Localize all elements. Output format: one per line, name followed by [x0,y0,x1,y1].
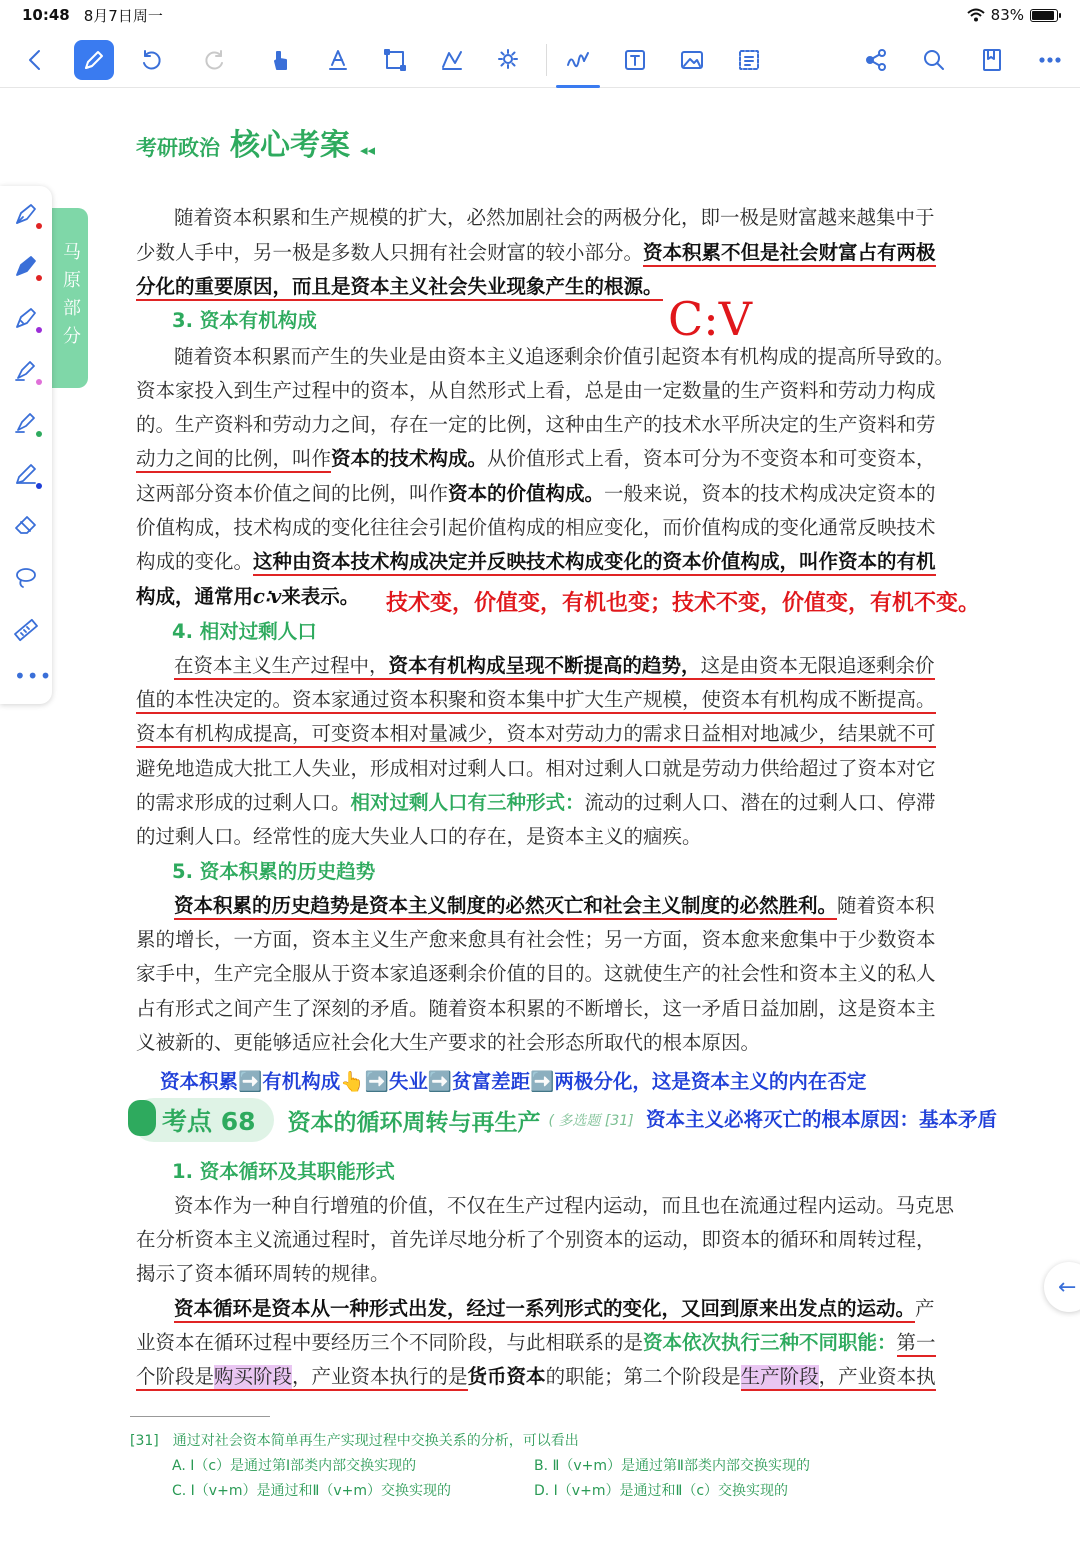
section-title-5: 5. 资本积累的历史趋势 [172,860,376,883]
settings-gear-icon[interactable] [489,40,529,80]
pencil-icon[interactable] [8,456,44,492]
battery-percent: 83% [990,6,1024,24]
status-bar [0,0,1080,30]
text-line: 家手中，生产完全服从于资本家追逐剩余价值的目的。这就使生产的社会性和资本主义的私人 [136,962,936,985]
text-line: 价值构成，技术构成的变化往往会引起价值构成的相应变化，而价值构成的变化通常反映技术 [136,516,936,539]
header-prefix: 考研政治 [136,136,220,160]
footnote-question: [31] 通过对社会资本简单再生产实现过程中交换关系的分析，可以看出 [130,1433,579,1449]
pen-tool-button[interactable] [74,40,114,80]
red-handwritten-note: 技术变，价值变，有机也变；技术不变，价值变，有机不变。 [386,591,981,616]
text-line [136,649,935,683]
text-line: 避免地造成大批工人失业，形成相对过剩人口。相对过剩人口就是劳动力供给超过了资本对它 [136,757,936,780]
status-right [967,6,1058,24]
text-span: 构成的变化。 [136,550,254,573]
bold-text: 构成，通常用 [136,585,254,608]
bold-text: 资本循环是资本从一种形式出发，经过一系列形式的变化，又回到原来出发点的运动。 [174,1297,915,1323]
bold-text: 资本的价值构成。 [448,482,605,505]
ruler-icon[interactable] [8,612,44,648]
text-span: 第一 [897,1331,936,1357]
text-line [136,889,935,923]
pen-tools-panel [0,186,52,704]
highlighted-text: 购买阶段 [214,1365,292,1391]
text-span: 个阶段是 [136,1365,214,1391]
text-line: 资本作为一种自行增殖的价值，不仅在生产过程内运动，而且也在流通过程内运动。马克思 [174,1194,955,1217]
annotation-toolbar [0,30,1080,88]
text-span: ，产业资本执行的是 [292,1365,468,1391]
toolbar-divider [546,44,547,76]
text-span: 随着资本积 [837,894,935,917]
text-line [136,270,663,304]
text-span: 这两部分资本价值之间的比例，叫作 [136,482,449,505]
text-span: 值的本性决定的。资本家通过资本积聚和资本集中扩大生产规模，使资本有机构成不断提高。 [136,688,936,714]
text-line [136,477,936,511]
text-line: 揭示了资本循环周转的规律。 [136,1262,390,1285]
scribble-write-icon[interactable] [558,40,598,80]
text-line [136,1360,936,1394]
kaodian-heading [132,1098,634,1142]
text-span: 动力之间的比例，叫作 [136,447,331,473]
chapter-side-tab[interactable]: 马原部分 [52,208,88,388]
text-line [136,580,359,614]
mascot-icon [128,1100,156,1136]
battery-icon [1030,9,1058,22]
bold-text: 资本的技术构成。 [331,447,488,470]
shape-icon[interactable] [432,40,472,80]
text-line [136,545,936,579]
green-text: 资本依次执行三种不同职能： [643,1331,897,1354]
text-line [136,442,936,476]
blue-handwritten-note: 资本积累➡️有机构成👆➡️失业➡️贫富差距➡️两极分化，这是资本主义的内在否定 [160,1070,867,1093]
footnote-option-b: B. Ⅱ（v+m）是通过第Ⅱ部类内部交换实现的 [534,1458,810,1474]
ballpoint-pen-icon[interactable] [8,248,44,284]
header-arrow: ◂◂ [360,141,376,159]
text-line: 随着资本积累而产生的失业是由资本主义追逐剩余价值引起资本有机构成的提高所导致的。 [174,345,955,368]
status-time: 10:48 [22,6,70,24]
bold-text: 来表示。 [281,585,360,608]
bookmark-icon[interactable] [972,40,1012,80]
kaodian-number: 考点 68 [162,1107,256,1136]
text-line: 占有形式之间产生了深刻的矛盾。随着资本积累的不断增长，这一矛盾日益加剧，这是资本主 [136,997,936,1020]
text-line [136,786,936,820]
fountain-pen-icon[interactable] [8,196,44,232]
footnote-option-a: A. Ⅰ（c）是通过第Ⅰ部类内部交换实现的 [172,1458,417,1474]
bold-text: 资本积累不但是社会财富占有两极 [643,241,936,267]
highlighter-icon[interactable] [8,352,44,388]
wifi-icon [967,8,985,22]
header-title: 核心考案 [230,128,350,163]
handwritten-note: C:V [668,292,752,346]
formula-text: c∶v [253,585,282,608]
text-line: 义被新的、更能够适应社会化大生产要求的社会形态所取代的根本原因。 [136,1031,761,1054]
scan-text-icon[interactable] [729,40,769,80]
back-icon[interactable] [16,40,56,80]
eraser-icon[interactable] [8,508,44,544]
section-title-1: 1. 资本循环及其职能形式 [172,1160,395,1183]
text-span: ，产业资本执 [819,1365,936,1391]
text-line: 随着资本积累和生产规模的扩大，必然加剧社会的两极分化，即一极是财富越来越集中于 [174,206,935,229]
bold-text: 资本有机构成呈现不断提高的趋势， [389,654,701,680]
text-span: 一般来说，资本的技术构成决定资本的 [604,482,936,505]
lasso-icon[interactable] [8,560,44,596]
collapse-arrow-icon[interactable]: ← [1044,1262,1080,1312]
footnote-option-c: C. Ⅰ（v+m）是通过和Ⅱ（v+m）交换实现的 [172,1483,452,1499]
text-line: 资本家投入到生产过程中的资本，从自然形式上看，总是由一定数量的生产资料和劳动力构成 [136,379,936,402]
text-line [136,1326,936,1360]
section-title-4: 4. 相对过剩人口 [172,620,317,643]
bold-text: 分化的重要原因，而且是资本主义社会失业现象产生的根源。 [136,275,663,301]
footnote-option-d: D. Ⅰ（v+m）是通过和Ⅱ（c）交换实现的 [534,1483,789,1499]
text-span: 的需求形成的过剩人口。 [136,791,351,814]
brush-pen-icon[interactable] [8,300,44,336]
kaodian-title: 资本的循环周转与再生产 [287,1109,541,1136]
status-date: 8月7日周一 [83,6,163,25]
text-line: 的过剩人口。经常性的庞大失业人口的存在，是资本主义的痼疾。 [136,825,702,848]
text-span: 从价值形式上看，资本可分为不变资本和可变资本， [487,447,936,470]
text-span: 产 [915,1297,935,1320]
footnote-divider [130,1416,270,1417]
text-span: 流动的过剩人口、潜在的过剩人口、停滞 [584,791,936,814]
text-line [136,683,936,717]
active-tab-indicator [556,85,600,88]
bold-text: 资本积累的历史趋势是资本主义制度的必然灭亡和社会主义制度的必然胜利。 [174,894,837,920]
pointer-hand-icon[interactable] [260,40,300,80]
text-line [136,717,936,751]
section-title-3: 3. 资本有机构成 [172,309,317,332]
undo-icon[interactable] [131,40,171,80]
textbox-icon[interactable] [615,40,655,80]
text-line [136,1292,935,1326]
book-header [136,120,375,164]
highlighter-green-icon[interactable] [8,404,44,440]
select-rect-icon[interactable] [375,40,415,80]
kaodian-tag: ( 多选题 [31] [548,1113,634,1129]
green-text: 相对过剩人口有三种形式： [350,791,585,814]
bold-text: 这种由资本技术构成决定并反映技术构成变化的资本价值构成，叫作资本的有机 [253,550,936,576]
redo-icon[interactable] [195,40,235,80]
more-icon[interactable] [1030,40,1070,80]
image-icon[interactable] [672,40,712,80]
text-span: 在资本主义生产过程中， [174,654,389,680]
kaodian-badge [132,1098,274,1142]
share-icon[interactable] [856,40,896,80]
text-span: 业资本在循环过程中要经历三个不同阶段，与此相联系的是 [136,1331,644,1354]
highlighted-text: 生产阶段 [741,1365,819,1391]
text-span: 的职能；第二个阶段是 [545,1365,741,1388]
text-line: 在分析资本主义流通过程时，首先详尽地分析了个别资本的运动，即资本的循环和周转过程， [136,1228,936,1251]
text-span: 资本有机构成提高，可变资本相对量减少，资本对劳动力的需求日益相对地减少，结果就不可 [136,722,936,748]
more-tools-icon[interactable]: ••• [14,664,53,688]
text-line: 累的增长，一方面，资本主义生产愈来愈具有社会性；另一方面，资本愈来愈集中于少数资本 [136,928,936,951]
text-span: 少数人手中，另一极是多数人只拥有社会财富的较小部分。 [136,241,644,264]
text-line: 的。生产资料和劳动力之间，存在一定的比例，这种由生产的技术水平所决定的生产资料和劳 [136,413,936,436]
text-style-icon[interactable] [318,40,358,80]
text-line [136,236,936,270]
blue-handwritten-note-2: 资本主义必将灭亡的根本原因：基本矛盾 [646,1108,998,1131]
bold-text: 货币资本 [467,1365,546,1388]
search-icon[interactable] [914,40,954,80]
text-span: 这是由资本无限追逐剩余价 [701,654,935,680]
